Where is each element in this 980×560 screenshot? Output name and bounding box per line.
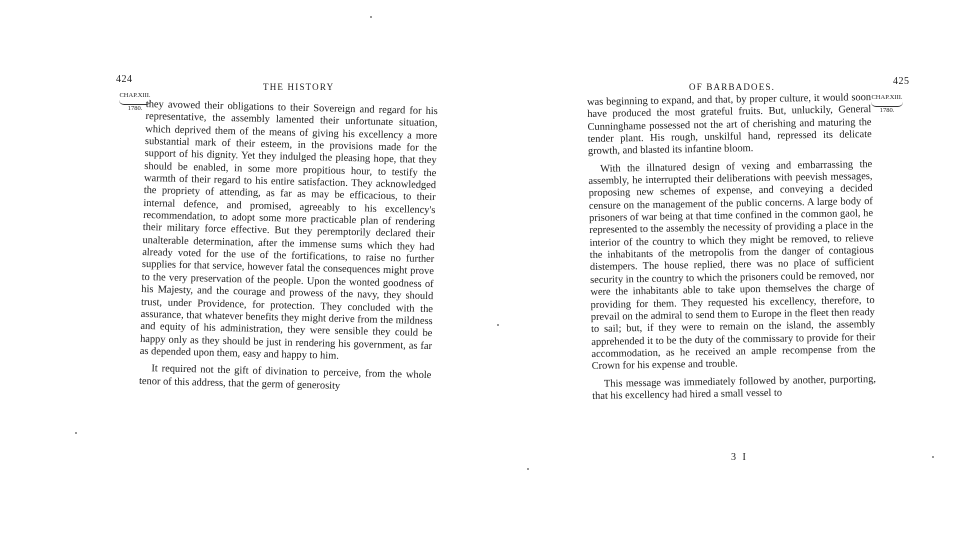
right-margin-note xyxy=(865,94,909,115)
paper-speck xyxy=(75,432,77,434)
chapter-label: CHAP.XIII. xyxy=(871,94,903,101)
right-body-text xyxy=(587,92,876,403)
year-label: 1780. xyxy=(127,105,143,112)
paper-speck xyxy=(932,456,934,458)
paper-speck xyxy=(370,16,372,18)
paragraph: was beginning to expand, and that, by proper culture, it would soon have produced the most grateful fruits. But, unluckily, General Cunninghame possessed not the art of cherishing and maturing the tender plant. His rough, unskilful hand, repressed its delicate growth, and blasted its infantine bloom. xyxy=(587,92,872,158)
left-running-head: THE HISTORY xyxy=(263,82,335,92)
right-page xyxy=(490,0,980,560)
paragraph: This message was immediately followed by another, purporting, that his excellency had hired a small vessel to xyxy=(592,373,877,402)
paragraph: With the illnatured design of vexing and embarrassing the assembly, he interrupted their deliberations with peevish messages, proposing new schemes of expense, and conveying a decided censure on the management of the public concerns. A large body of prisoners of war being at that time confined in the common gaol, he represented to the assembly the necessity of providing a place in the interior of the country to which they might be removed, to relieve the inhabitants of the metropolis from the danger of contagious distempers. The house replied, there was no place of sufficient security in the country to which the prisoners could be removed, nor were the inhabitants able to take upon themselves the charge of providing for them. They requested his excellency, therefore, to prevail on the admiral to send them to Europe in the fleet then ready to sail; but, if they were to remain on the island, the assembly apprehended it to be the duty of the commissary to provide for their accommodation, as he received an ample recompense from the Crown for his expense and trouble. xyxy=(588,158,876,373)
left-page-number: 424 xyxy=(116,74,133,85)
left-body-text xyxy=(139,99,438,395)
right-running-head: OF BARBADOES. xyxy=(689,82,776,92)
right-page-number: 425 xyxy=(893,76,910,87)
chapter-label: CHAP.XIII. xyxy=(119,92,151,99)
paragraph: It required not the gift of divination to perceive, from the whole tenor of this address, that the germ of generosity xyxy=(138,363,432,392)
paragraph: they avowed their obligations to their Sovereign and regard for his representative, the assembly lamented their unfortunate situation, which deprived them of the means of giving his excellency a more substantial mark of their esteem, in the provisions made for the support of his dignity. Yet they indulged the pleasing hope, that they should be enabled, in some more propitious hour, to testify the warmth of their regard to his entire satisfaction. They acknowledged the propriety of attending, as far as may be efficacious, to their internal defence, and promised, agreeably to his excellency's recommendation, to adopt some more practicable plan of rendering their military force effective. But they peremptorily declared their unalterable determination, after the immense sums which they had already voted for the use of the fortifications, to raise no further supplies for that service, however fatal the consequences might prove to the very preservation of the people. Upon the wonted goodness of his Majesty, and the courage and prowess of the navy, they should trust, under Providence, for protection. They concluded with the assurance, that whatever benefits they might derive from the mildness and equity of his administration, they were sensible they could be happy only as they should be just in rendering his government, as far as depended upon them, easy and happy to him. xyxy=(139,99,438,362)
year-label: 1780. xyxy=(879,107,895,114)
signature-mark: 3 I xyxy=(731,452,748,463)
paper-speck xyxy=(497,324,499,326)
paper-speck xyxy=(527,468,529,470)
